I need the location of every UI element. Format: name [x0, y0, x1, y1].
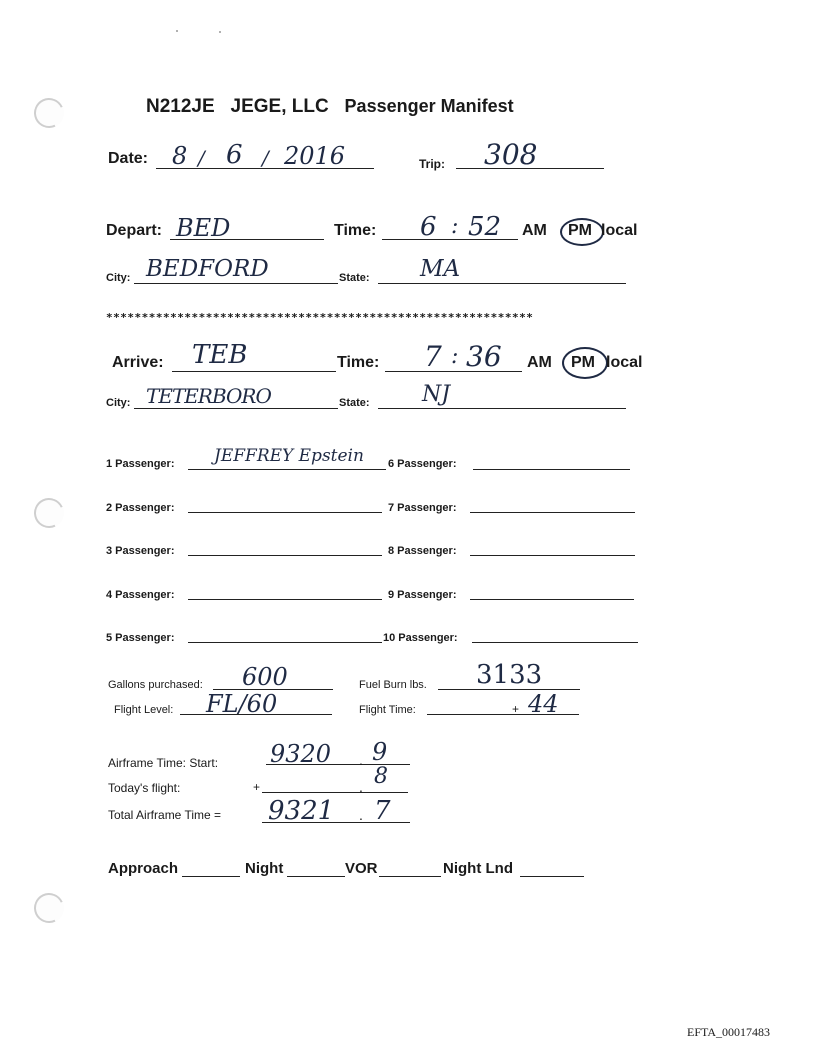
todays-flight-dot: . — [359, 779, 363, 795]
date-sep-2: / — [262, 146, 269, 170]
depart-pm-circle — [560, 218, 604, 246]
arrive-city-line — [134, 408, 338, 409]
depart-am: AM — [522, 222, 547, 239]
company-name: JEGE, LLC — [230, 96, 329, 117]
passenger-9-line — [470, 599, 634, 600]
separator-stars: ************************************************************ — [106, 311, 534, 324]
arrive-pm-circle — [562, 347, 608, 379]
airframe-start-tenth: 9 — [372, 738, 388, 766]
depart-city: BEDFORD — [146, 256, 269, 282]
arrive-time-hour: 7 — [424, 340, 442, 373]
arrive-am: AM — [527, 354, 552, 371]
trip-label: Trip: — [419, 157, 445, 171]
arrive-time-label: Time: — [337, 354, 380, 371]
arrive-time-colon: : — [451, 344, 459, 369]
vor-label: VOR — [345, 860, 378, 877]
depart-city-label: City: — [106, 272, 131, 284]
depart-time-hour: 6 — [420, 212, 437, 242]
passenger-1-line — [188, 469, 386, 470]
arrive-state-line — [378, 408, 626, 409]
flight-time-value: 44 — [528, 690, 559, 718]
passenger-1-name: JEFFREY Epstein — [214, 446, 364, 466]
passenger-9-label: 9 Passenger: — [388, 589, 457, 601]
arrive-local: local — [606, 354, 643, 371]
depart-label: Depart: — [106, 222, 163, 239]
arrive-city-label: City: — [106, 397, 131, 409]
passenger-8-label: 8 Passenger: — [388, 545, 457, 557]
date-sep-1: / — [198, 146, 205, 170]
passenger-10-label: 10 Passenger: — [383, 632, 458, 644]
form-title: Passenger Manifest — [344, 96, 514, 116]
gallons-value: 600 — [242, 663, 288, 691]
arrive-label: Arrive: — [112, 354, 164, 371]
passenger-7-line — [470, 512, 635, 513]
night-lnd-line — [520, 876, 584, 877]
flight-level-label: Flight Level: — [114, 704, 174, 716]
fuel-burn-value: 3133 — [476, 660, 543, 690]
depart-state: MA — [420, 256, 461, 282]
total-airframe-label: Total Airframe Time = — [108, 808, 222, 822]
passenger-4-line — [188, 599, 382, 600]
depart-state-label: State: — [339, 272, 370, 284]
passenger-4-label: 4 Passenger: — [106, 589, 175, 601]
approach-line — [182, 876, 240, 877]
passenger-3-line — [188, 555, 382, 556]
todays-flight-line — [262, 792, 408, 793]
arrive-state: NJ — [422, 382, 451, 407]
night-label: Night — [245, 860, 284, 877]
approach-label: Approach — [108, 860, 179, 877]
passenger-5-line — [188, 642, 382, 643]
todays-flight-label: Today's flight: — [108, 781, 181, 795]
arrive-pm: PM — [571, 354, 595, 371]
depart-time-label: Time: — [334, 222, 377, 239]
gallons-label: Gallons purchased: — [108, 679, 203, 691]
depart-time-colon: : — [451, 214, 459, 239]
airframe-start-label: Airframe Time: Start: — [108, 756, 219, 770]
depart-state-line — [378, 283, 626, 284]
flight-level-value: FL/60 — [206, 690, 278, 718]
todays-flight-plus: + — [253, 780, 261, 794]
passenger-3-label: 3 Passenger: — [106, 545, 175, 557]
trip-number: 308 — [484, 138, 538, 171]
passenger-7-label: 7 Passenger: — [388, 502, 457, 514]
depart-pm: PM — [568, 222, 592, 239]
passenger-10-line — [472, 642, 638, 643]
airframe-start-dot: . — [359, 752, 363, 768]
night-lnd-label: Night Lnd — [443, 860, 513, 877]
night-line — [287, 876, 345, 877]
scan-speck — [176, 30, 178, 32]
flight-time-plus: + — [512, 702, 520, 716]
tail-number: N212JE — [146, 96, 215, 117]
arrive-time-minute: 36 — [466, 340, 502, 373]
passenger-6-line — [473, 469, 630, 470]
scan-speck — [219, 31, 221, 33]
binder-hole-bottom — [30, 889, 68, 927]
passenger-2-line — [188, 512, 382, 513]
arrive-line — [172, 371, 336, 372]
airframe-start-whole: 9320 — [270, 740, 332, 768]
document-id: EFTA_00017483 — [687, 1025, 771, 1039]
flight-time-label: Flight Time: — [359, 704, 416, 716]
binder-hole-top — [30, 94, 68, 132]
fuel-burn-label: Fuel Burn lbs. — [359, 679, 427, 691]
passenger-1-label: 1 Passenger: — [106, 458, 175, 470]
binder-hole-middle — [30, 494, 68, 532]
total-airframe-tenth: 7 — [374, 796, 391, 826]
todays-flight-tenth: 8 — [374, 764, 388, 789]
vor-line — [379, 876, 441, 877]
arrive-state-label: State: — [339, 397, 370, 409]
passenger-2-label: 2 Passenger: — [106, 502, 175, 514]
depart-local: local — [601, 222, 638, 239]
total-airframe-dot: . — [359, 807, 363, 823]
passenger-8-line — [470, 555, 635, 556]
arrive-code: TEB — [192, 340, 248, 370]
form-header — [146, 96, 514, 118]
date-label: Date: — [108, 150, 149, 167]
passenger-6-label: 6 Passenger: — [388, 458, 457, 470]
depart-city-line — [134, 283, 338, 284]
total-airframe-whole: 9321 — [268, 796, 335, 826]
depart-code: BED — [176, 214, 231, 242]
arrive-city: TETERBORO — [146, 384, 271, 408]
depart-time-minute: 52 — [468, 212, 502, 242]
date-year: 2016 — [284, 142, 346, 170]
passenger-5-label: 5 Passenger: — [106, 632, 175, 644]
date-month: 8 — [172, 142, 188, 170]
date-day: 6 — [226, 140, 243, 170]
